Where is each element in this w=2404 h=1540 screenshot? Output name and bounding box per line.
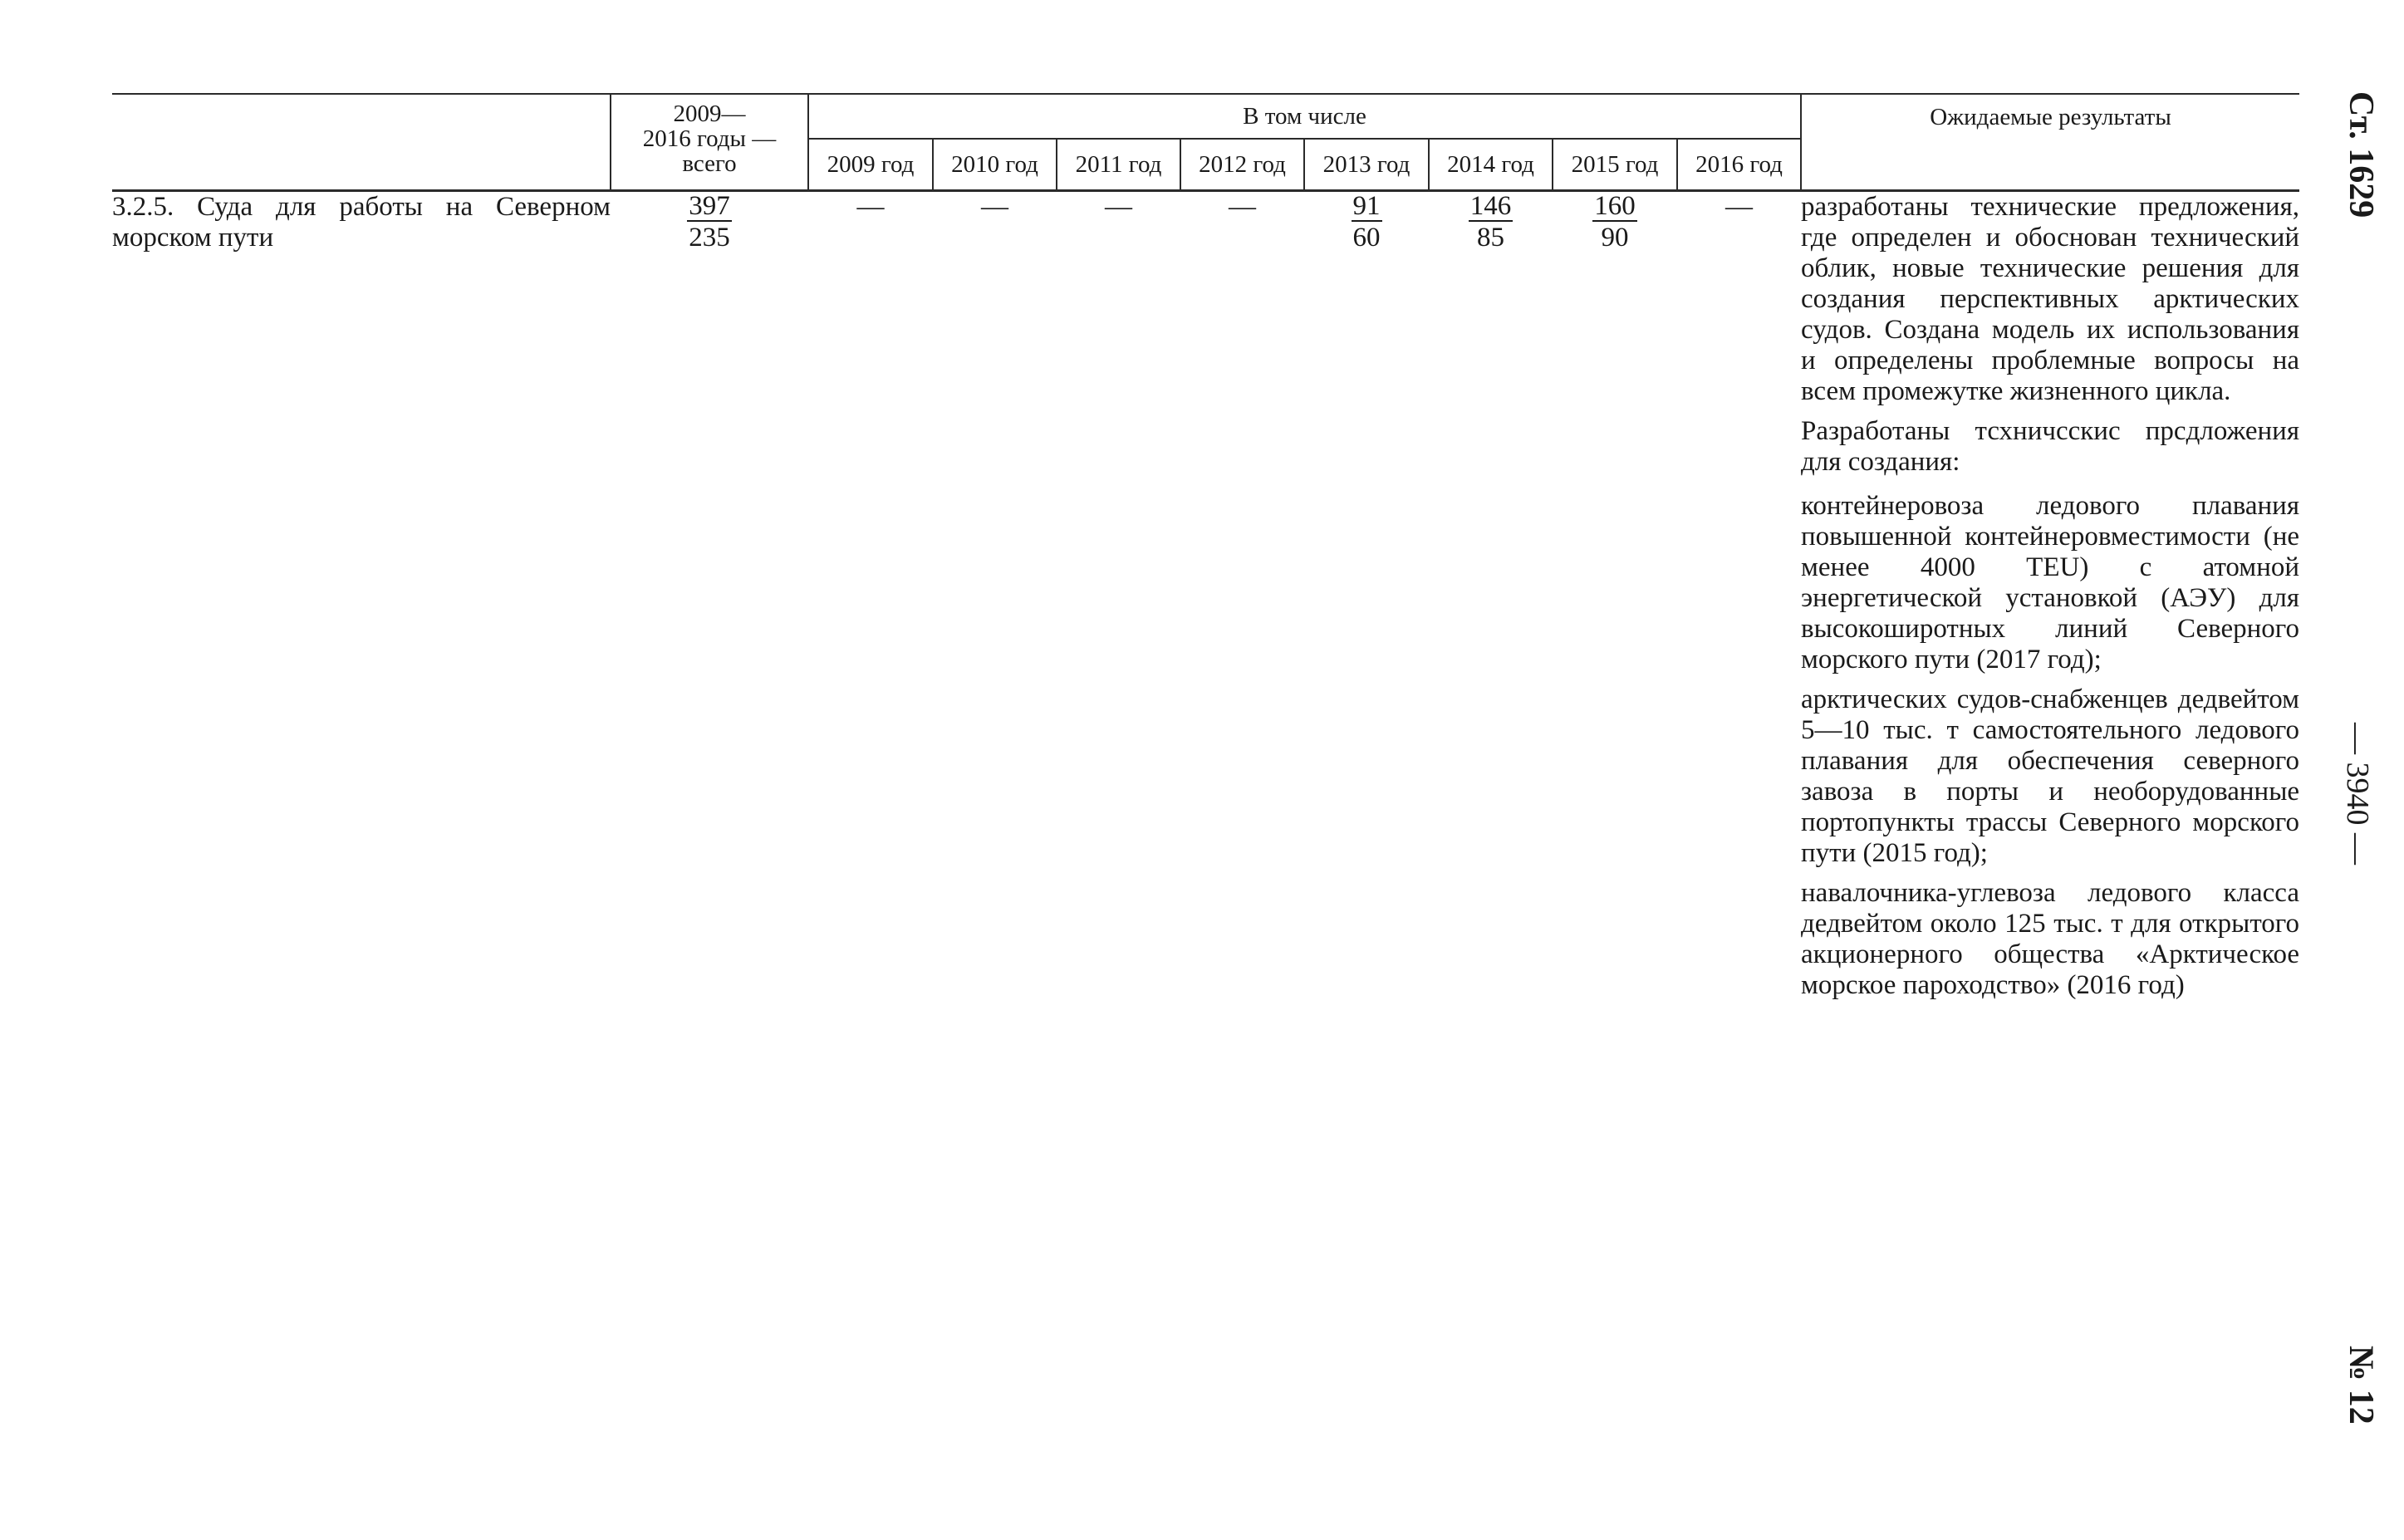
fraction-2015 <box>1592 192 1637 253</box>
result-paragraph-5: навалочника-углевоза ледового класса дедвейтом около 125 тыс. т для открытого акционерного общества «Арктическое морское пароходство» (2016 год) <box>1801 878 2300 1000</box>
header-year-2012: 2012 год <box>1180 139 1304 191</box>
cell-2015 <box>1553 191 1677 1011</box>
row-total <box>611 191 808 1011</box>
header-total-line3: всего <box>682 150 737 177</box>
fraction-2013 <box>1352 192 1382 253</box>
cell-2010: — <box>981 192 1008 222</box>
results-cell <box>1801 191 2299 1011</box>
cell-2011: — <box>1105 192 1132 222</box>
result-paragraph-3: контейнеровоза ледового плавания повышенной контейнеровместимости (не менее 4000 TEU) с атомной энергетической установкой (АЭУ) для высокоширотных линий Северного морского пути (2017 год); <box>1801 491 2300 674</box>
fraction-2015-bottom: 90 <box>1601 223 1629 253</box>
header-year-2009: 2009 год <box>808 139 933 191</box>
fraction-2014 <box>1469 192 1514 253</box>
margin-page-text: — 3940 — <box>2340 723 2375 865</box>
header-row-top <box>112 94 2299 139</box>
total-bottom: 235 <box>689 223 730 253</box>
cell-2013 <box>1304 191 1429 1011</box>
total-top: 397 <box>689 191 730 221</box>
fraction-2014-bottom: 85 <box>1477 223 1504 253</box>
cell-2014 <box>1429 191 1553 1011</box>
result-paragraph-4: арктических судов-снабженцев дедвейтом 5—10 тыс. т самостоятельного ледового плавания для обеспечения северного завоза в порты и необорудованные портопункты трассы Северного морского пути (2015 год); <box>1801 684 2300 868</box>
header-year-2016: 2016 год <box>1677 139 1801 191</box>
fraction-2015-top: 160 <box>1594 191 1636 221</box>
program-table <box>112 93 2299 1010</box>
result-paragraph-2: Разработаны тсхничсскис прсдложения для создания: <box>1801 416 2300 477</box>
header-year-2010: 2010 год <box>933 139 1057 191</box>
margin-issue-text: № 12 <box>2342 1346 2380 1425</box>
margin-article-text: Ст. 1629 <box>2342 91 2380 218</box>
header-total-cell <box>611 94 808 191</box>
cell-2012: — <box>1229 192 1256 222</box>
cell-2016: — <box>1725 192 1753 222</box>
header-name-cell <box>112 94 611 191</box>
margin-issue <box>2333 1346 2382 1437</box>
total-fraction <box>687 192 732 253</box>
header-year-2015: 2015 год <box>1553 139 1677 191</box>
header-year-2014: 2014 год <box>1429 139 1553 191</box>
header-total-line1: 2009— <box>673 101 746 127</box>
result-paragraph-1: разработаны технические предложения, где определен и обоснован технический облик, новые технические решения для создания перспективных арктических судов. Создана модель их использования и определены проблемные вопросы на всем промежутке жизненного цикла. <box>1801 192 2300 406</box>
cell-2009: — <box>856 192 885 222</box>
header-year-2013: 2013 год <box>1304 139 1429 191</box>
header-year-2011: 2011 год <box>1057 139 1180 191</box>
margin-article <box>2333 91 2382 241</box>
header-results: Ожидаемые результаты <box>1801 94 2299 191</box>
header-total-line2: 2016 годы — <box>642 125 777 152</box>
fraction-2014-top: 146 <box>1469 191 1512 221</box>
header-nested-title: В том числе <box>808 94 1801 139</box>
fraction-2013-bottom: 60 <box>1352 223 1381 253</box>
margin-page-number <box>2333 723 2382 864</box>
fraction-2013-top: 91 <box>1352 191 1381 221</box>
table-row <box>112 191 2299 1011</box>
row-name: 3.2.5. Суда для работы на Северном морском пути <box>112 192 611 253</box>
